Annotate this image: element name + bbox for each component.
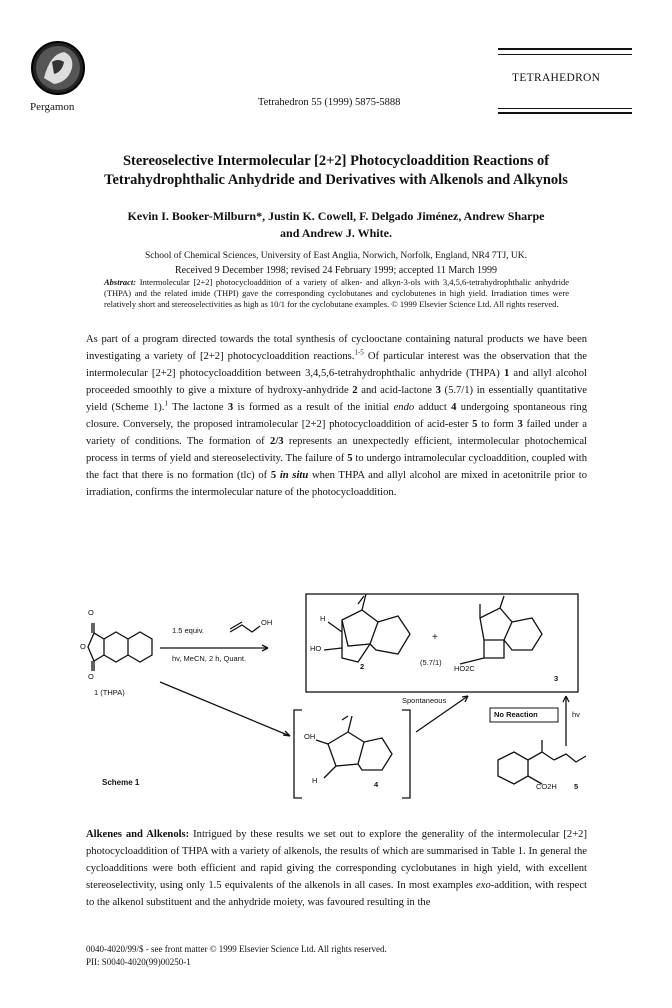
received-dates: Received 9 December 1998; revised 24 February 1999; accepted 11 March 1999 (174, 265, 498, 276)
compound-number: 3 (517, 419, 523, 430)
affiliation: School of Chemical Sciences, University of East Anglia, Norwich, Norfolk, England, NR4 7TJ, UK. (144, 251, 528, 261)
header-rule-top2 (498, 54, 632, 55)
journal-name: TETRAHEDRON (512, 72, 601, 84)
paragraph-intro (86, 331, 587, 501)
compound-number: 3 (227, 402, 234, 413)
compound-number: 1 (503, 368, 510, 379)
text-run: to form (477, 419, 518, 430)
text-run: As part of a program directed towards the total synthesis of cyclooctane containing natural products we have been investigating a variety of [2+2] photocycloaddition reactions. (86, 334, 587, 362)
scheme-1 (80, 592, 592, 810)
footer-issn: 0040-4020/99/$ - see front matter © 1999 Elsevier Science Ltd. All rights reserved. (86, 944, 387, 954)
text-run: and acid-lactone (357, 385, 436, 396)
text-run: failed under a variety of conditions. The formation of (86, 419, 587, 447)
scheme-caption: Scheme 1 (102, 778, 140, 787)
text-run: Of particular interest was the observation that the intermolecular [2+2] photocycloaddition between 3,4,5,6-tetrahydrophthalic anhydride (THPA) (86, 351, 588, 379)
authors-line-2: and Andrew J. White. (280, 226, 392, 240)
thpa-label: 1 (THPA) (94, 688, 125, 697)
cmpd2-label: 2 (360, 662, 365, 671)
header-rule-bottom2 (498, 112, 632, 114)
compound-number: 2/3 (270, 436, 284, 447)
cmpd4-h: H (312, 776, 318, 785)
paragraph-alkenes (86, 826, 587, 911)
no-reaction-label: No Reaction (494, 710, 538, 719)
pii-text: PII: S0040-4020(99)00250-1 (86, 957, 191, 967)
hv-label: hv (572, 710, 580, 719)
text-run: is formed as a result of the initial (233, 402, 394, 413)
text-run: -addition, with respect to the alkenol substituent and the anhydride moiety, was favoured resulting in the (86, 880, 587, 908)
compound-number: 3 (435, 385, 441, 396)
reagent-equiv: 1.5 equiv. (172, 626, 204, 635)
compound-number: 5 (472, 419, 478, 430)
affiliation-block (60, 250, 612, 277)
text-run: (5.7/1) in essentially quantitative yield (Scheme 1). (86, 385, 587, 413)
reagent-oh: OH (261, 618, 273, 627)
text-run: Intrigued by these results we set out to explore the generality of the intermolecular [2+2] photocycloaddition of THPA with a variety of alkenols, the results of which are summarised in Table 1. In general the cycloadditions were both efficient and rapid giving the corresponding cyclobutanes in high yield, with excellent stereoselectivity, using only 1.5 equivalents of the alkenols in all cases. In most examples (86, 829, 587, 891)
publisher-name: Pergamon (30, 101, 75, 113)
cmpd5-co2h: CO2H (536, 782, 557, 791)
title-line-2: Tetrahydrophthalic Anhydride and Derivatives with Alkenols and Alkynols (104, 172, 568, 188)
abstract-label: Abstract: (104, 277, 137, 287)
header-rule-bottom (498, 108, 632, 109)
reference-marker: 1 (164, 399, 168, 408)
compound-number: 2 (352, 385, 358, 396)
compound-number: 4 (451, 402, 457, 413)
product-ratio: (5.7/1) (420, 658, 442, 667)
authors-line-1: Kevin I. Booker-Milburn*, Justin K. Cowell, F. Delgado Jiménez, Andrew Sharpe (127, 209, 545, 223)
article-title (40, 152, 632, 190)
compound-number: 5 (270, 470, 277, 481)
section-label: Alkenes and Alkenols: (86, 829, 190, 840)
compound-number: 5 (347, 453, 353, 464)
reaction-conditions: hv, MeCN, 2 h, Quant. (172, 654, 247, 663)
footer-pii (86, 957, 191, 967)
scheme-o-bottom: O (88, 672, 94, 681)
title-line-1: Stereoselective Intermolecular [2+2] Photocycloaddition Reactions of (122, 153, 550, 169)
scheme-o-ring: O (80, 642, 86, 651)
spontaneous-label: Spontaneous (402, 696, 447, 705)
cmpd4-oh: OH (304, 732, 316, 741)
abstract-text: Intermolecular [2+2] photocycloaddition of a variety of alken- and alkyn-3-ols with 3,4,5,6-tetrahydrophthalic anhydride (THPA) and the related imide (THPI) gave the corresponding cyclobutanes and cyclobutenes in high yield. Irradiation times were relatively short and stereoselectivities as high as 10/1 for the cyclobutane examples. © 1999 Elsevier Science Ltd. All rights reserved. (104, 277, 570, 310)
cmpd2-h: H (320, 614, 326, 623)
cmpd5-label: 5 (574, 782, 579, 791)
italic-term: endo (393, 402, 415, 413)
text-run: to undergo intramolecular cycloaddition, coupled with the fact that there is no formation (tlc) of (86, 453, 587, 481)
text-run: adduct (414, 402, 452, 413)
text-run: represents an unexpectedly efficient, intermolecular photochemical process in terms of yield and stereoselectivity. The failure of (86, 436, 587, 464)
scheme-structures (80, 592, 592, 810)
reference-marker: 1-5 (354, 348, 364, 357)
cmpd3-label: 3 (554, 674, 559, 683)
plus-sign: + (432, 632, 438, 643)
cmpd4-label: 4 (374, 780, 379, 789)
text-run: The lactone (167, 402, 228, 413)
text-run: and allyl alcohol proceeded smoothly to give a mixture of hydroxy-anhydride (86, 368, 587, 396)
cmpd2-ho: HO (310, 644, 322, 653)
text-run: undergoing spontaneous ring closure. Conversely, the proposed intramolecular [2+2] photocycloaddition of acid-ester (86, 402, 587, 430)
authors (60, 208, 612, 242)
journal-citation: Tetrahedron 55 (1999) 5875-5888 (258, 97, 401, 108)
italic-term: in situ (279, 470, 309, 481)
text-run: when THPA and allyl alcohol are mixed in acetonitrile prior to irradiation, confirms the intermolecular nature of the photocycloaddition. (86, 470, 587, 498)
scheme-o-top: O (88, 608, 94, 617)
italic-term: exo (476, 880, 491, 891)
header-rule-top (498, 48, 632, 50)
cmpd3-ho2c: HO2C (454, 664, 475, 673)
abstract (104, 277, 569, 311)
publisher-logo (30, 38, 86, 98)
